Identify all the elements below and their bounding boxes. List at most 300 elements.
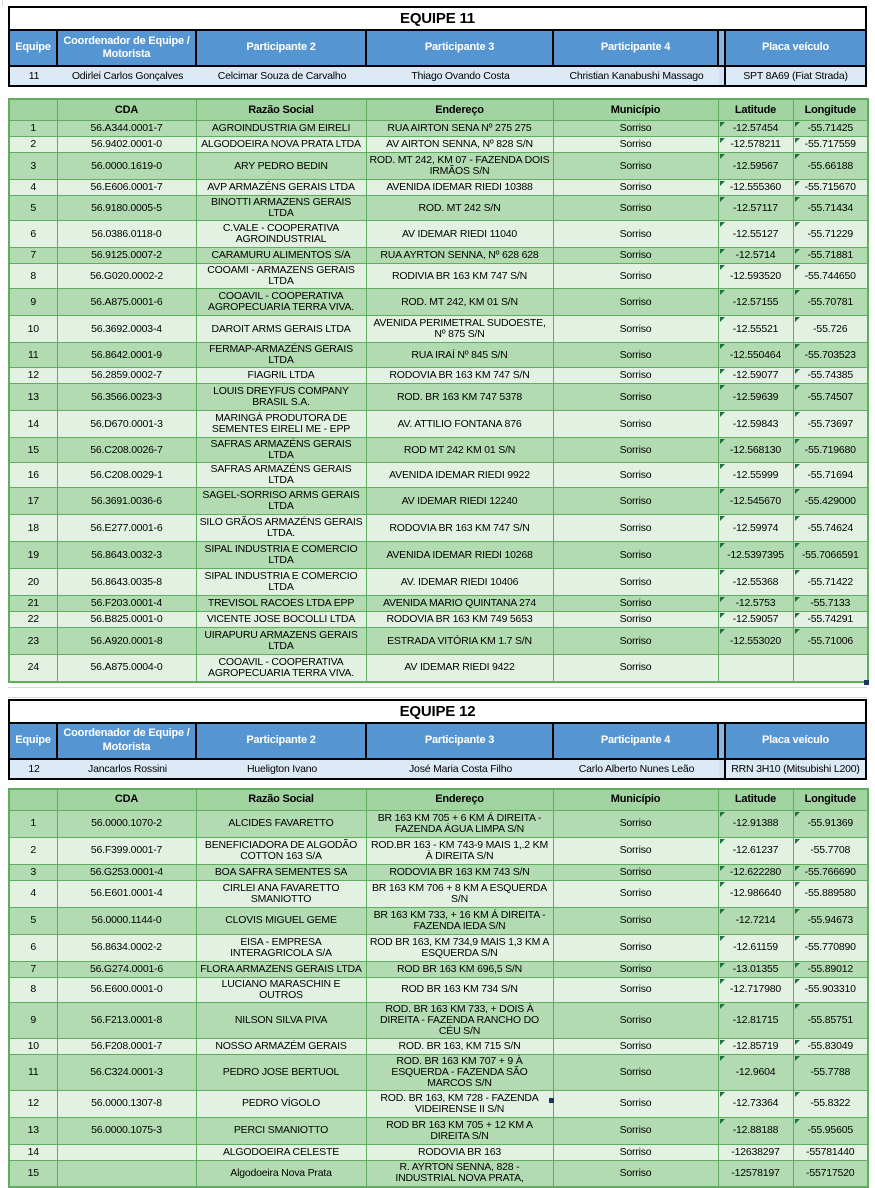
row-index-cell[interactable]: 5 <box>9 907 57 934</box>
municipio-cell[interactable]: Sorriso <box>553 655 718 682</box>
endereco-cell[interactable]: AV AIRTON SENNA, Nº 828 S/N <box>366 137 553 153</box>
row-index-cell[interactable]: 8 <box>9 264 57 289</box>
table-row[interactable] <box>9 612 868 628</box>
cda-cell[interactable]: 56.9402.0001-0 <box>57 137 196 153</box>
table-row[interactable] <box>9 153 868 180</box>
razao-social-cell[interactable]: DAROIT ARMS GERAIS LTDA <box>196 316 366 343</box>
table-row[interactable] <box>9 596 868 612</box>
cda-cell[interactable]: 56.G253.0001-4 <box>57 864 196 880</box>
endereco-cell[interactable]: ROD BR 163 KM 696,5 S/N <box>366 961 553 977</box>
col-header-equipe[interactable]: Equipe <box>10 31 58 65</box>
cda-cell[interactable]: 56.A344.0001-7 <box>57 121 196 137</box>
table-row[interactable] <box>9 934 868 961</box>
table-row[interactable] <box>9 248 868 264</box>
crew-participante4[interactable]: Christian Kanabushi Massago <box>554 67 719 85</box>
razao-social-cell[interactable]: SILO GRÃOS ARMAZÉNS GERAIS LTDA. <box>196 515 366 542</box>
cda-cell[interactable]: 56.9125.0007-2 <box>57 248 196 264</box>
table-row[interactable] <box>9 384 868 411</box>
latitude-cell[interactable]: -13.01355 <box>718 961 793 977</box>
municipio-cell[interactable]: Sorriso <box>553 1160 718 1187</box>
crew-participante3[interactable]: Thiago Ovando Costa <box>367 67 554 85</box>
razao-social-cell[interactable]: NILSON SILVA PIVA <box>196 1002 366 1038</box>
latitude-cell[interactable]: -12.545670 <box>718 488 793 515</box>
cda-cell[interactable]: 56.8634.0002-2 <box>57 934 196 961</box>
longitude-cell[interactable]: -55.715670 <box>793 180 868 196</box>
latitude-cell[interactable]: -12.81715 <box>718 1002 793 1038</box>
col-header-cda[interactable]: CDA <box>57 789 196 811</box>
razao-social-cell[interactable]: SIPAL INDUSTRIA E COMERCIO LTDA <box>196 542 366 569</box>
municipio-cell[interactable]: Sorriso <box>553 569 718 596</box>
latitude-cell[interactable]: -12.57155 <box>718 289 793 316</box>
table-row[interactable] <box>9 864 868 880</box>
longitude-cell[interactable]: -55.71434 <box>793 196 868 221</box>
cda-cell[interactable]: 56.E277.0001-6 <box>57 515 196 542</box>
longitude-cell[interactable]: -55.71006 <box>793 628 868 655</box>
municipio-cell[interactable]: Sorriso <box>553 289 718 316</box>
latitude-cell[interactable]: -12.593520 <box>718 264 793 289</box>
latitude-cell[interactable]: -12.61237 <box>718 837 793 864</box>
col-header-municipio[interactable]: Município <box>553 789 718 811</box>
longitude-cell[interactable]: -55.71425 <box>793 121 868 137</box>
crew-participante4[interactable]: Carlo Alberto Nunes Leão <box>554 760 719 778</box>
municipio-cell[interactable]: Sorriso <box>553 153 718 180</box>
municipio-cell[interactable]: Sorriso <box>553 384 718 411</box>
municipio-cell[interactable]: Sorriso <box>553 368 718 384</box>
municipio-cell[interactable]: Sorriso <box>553 961 718 977</box>
table-row[interactable] <box>9 1144 868 1160</box>
municipio-cell[interactable]: Sorriso <box>553 463 718 488</box>
longitude-cell[interactable]: -55.889580 <box>793 880 868 907</box>
endereco-cell[interactable]: ROD. MT 242, KM 01 S/N <box>366 289 553 316</box>
col-header-cda[interactable]: CDA <box>57 99 196 121</box>
col-header-coordenador[interactable]: Coordenador de Equipe / Motorista <box>58 31 197 65</box>
col-header-endereco[interactable]: Endereço <box>366 99 553 121</box>
crew-coordenador[interactable]: Odirlei Carlos Gonçalves <box>58 67 197 85</box>
longitude-cell[interactable]: -55.70781 <box>793 289 868 316</box>
col-header-razao-social[interactable]: Razão Social <box>196 99 366 121</box>
table-row[interactable] <box>9 180 868 196</box>
latitude-cell[interactable]: -12.622280 <box>718 864 793 880</box>
table-row[interactable] <box>9 368 868 384</box>
col-header-participante4[interactable]: Participante 4 <box>554 31 719 65</box>
cda-cell[interactable]: 56.F213.0001-8 <box>57 1002 196 1038</box>
razao-social-cell[interactable]: NOSSO ARMAZÉM GERAIS <box>196 1038 366 1054</box>
cda-cell[interactable]: 56.A920.0001-8 <box>57 628 196 655</box>
cda-cell[interactable]: 56.B825.0001-0 <box>57 612 196 628</box>
municipio-cell[interactable]: Sorriso <box>553 1144 718 1160</box>
crew-equipe-number[interactable]: 12 <box>10 760 58 778</box>
cda-cell[interactable]: 56.0000.1075-3 <box>57 1117 196 1144</box>
table-row[interactable] <box>9 837 868 864</box>
cda-cell[interactable] <box>57 1144 196 1160</box>
col-header-endereco[interactable]: Endereço <box>366 789 553 811</box>
row-index-cell[interactable]: 15 <box>9 438 57 463</box>
cda-cell[interactable]: 56.0000.1070-2 <box>57 810 196 837</box>
row-index-cell[interactable]: 16 <box>9 463 57 488</box>
table-row[interactable] <box>9 1117 868 1144</box>
longitude-cell[interactable]: -55.71881 <box>793 248 868 264</box>
table-row[interactable] <box>9 264 868 289</box>
row-index-cell[interactable]: 15 <box>9 1160 57 1187</box>
table-row[interactable] <box>9 880 868 907</box>
razao-social-cell[interactable]: FIAGRIL LTDA <box>196 368 366 384</box>
razao-social-cell[interactable]: PERCI SMANIOTTO <box>196 1117 366 1144</box>
razao-social-cell[interactable]: CIRLEI ANA FAVARETTO SMANIOTTO <box>196 880 366 907</box>
table-row[interactable] <box>9 121 868 137</box>
endereco-cell[interactable]: ROD BR 163 KM 734 S/N <box>366 977 553 1002</box>
row-index-cell[interactable]: 19 <box>9 542 57 569</box>
col-header-razao-social[interactable]: Razão Social <box>196 789 366 811</box>
razao-social-cell[interactable]: ALGODOEIRA NOVA PRATA LTDA <box>196 137 366 153</box>
table-row[interactable] <box>9 1038 868 1054</box>
razao-social-cell[interactable]: CARAMURU ALIMENTOS S/A <box>196 248 366 264</box>
latitude-cell[interactable]: -12.59843 <box>718 411 793 438</box>
endereco-cell[interactable]: RODOVIA BR 163 <box>366 1144 553 1160</box>
table-row[interactable] <box>9 977 868 1002</box>
crew-placa[interactable]: SPT 8A69 (Fiat Strada) <box>726 67 865 85</box>
cda-cell[interactable]: 56.0000.1307-8 <box>57 1090 196 1117</box>
municipio-cell[interactable]: Sorriso <box>553 1002 718 1038</box>
cda-cell[interactable]: 56.8643.0035-8 <box>57 569 196 596</box>
table-row[interactable] <box>9 343 868 368</box>
cda-cell[interactable]: 56.3566.0023-3 <box>57 384 196 411</box>
endereco-cell[interactable]: AV. IDEMAR RIEDI 10406 <box>366 569 553 596</box>
cda-cell[interactable]: 56.D670.0001-3 <box>57 411 196 438</box>
endereco-cell[interactable]: BR 163 KM 733, + 16 KM Á DIREITA - FAZENDA IEDA S/N <box>366 907 553 934</box>
longitude-cell[interactable]: -55.83049 <box>793 1038 868 1054</box>
row-index-cell[interactable]: 10 <box>9 316 57 343</box>
row-index-cell[interactable]: 2 <box>9 137 57 153</box>
endereco-cell[interactable]: ROD. MT 242, KM 07 - FAZENDA DOIS IRMÃOS S/N <box>366 153 553 180</box>
latitude-cell[interactable]: -12.55999 <box>718 463 793 488</box>
municipio-cell[interactable]: Sorriso <box>553 121 718 137</box>
razao-social-cell[interactable]: ALCIDES FAVARETTO <box>196 810 366 837</box>
cda-cell[interactable] <box>57 1160 196 1187</box>
table-row[interactable] <box>9 542 868 569</box>
longitude-cell[interactable]: -55.85751 <box>793 1002 868 1038</box>
endereco-cell[interactable]: ROD BR 163, KM 734,9 MAIS 1,3 KM A ESQUERDA S/N <box>366 934 553 961</box>
endereco-cell[interactable]: RODIVIA BR 163 KM 747 S/N <box>366 264 553 289</box>
longitude-cell[interactable]: -55.74507 <box>793 384 868 411</box>
latitude-cell[interactable]: -12.73364 <box>718 1090 793 1117</box>
cda-cell[interactable]: 56.3691.0036-6 <box>57 488 196 515</box>
longitude-cell[interactable]: -55.89012 <box>793 961 868 977</box>
col-header-latitude[interactable]: Latitude <box>718 99 793 121</box>
municipio-cell[interactable]: Sorriso <box>553 248 718 264</box>
longitude-cell[interactable]: -55.7788 <box>793 1054 868 1090</box>
razao-social-cell[interactable]: BINOTTI ARMAZENS GERAIS LTDA <box>196 196 366 221</box>
row-index-cell[interactable]: 7 <box>9 248 57 264</box>
longitude-cell[interactable]: -55.74624 <box>793 515 868 542</box>
col-header-longitude[interactable]: Longitude <box>793 789 868 811</box>
municipio-cell[interactable]: Sorriso <box>553 264 718 289</box>
razao-social-cell[interactable]: BOA SAFRA SEMENTES SA <box>196 864 366 880</box>
row-index-cell[interactable]: 3 <box>9 864 57 880</box>
longitude-cell[interactable]: -55.91369 <box>793 810 868 837</box>
row-index-cell[interactable]: 6 <box>9 221 57 248</box>
cda-cell[interactable]: 56.E600.0001-0 <box>57 977 196 1002</box>
latitude-cell[interactable]: -12.61159 <box>718 934 793 961</box>
row-index-cell[interactable]: 14 <box>9 1144 57 1160</box>
razao-social-cell[interactable]: AVP ARMAZÉNS GERAIS LTDA <box>196 180 366 196</box>
table-row[interactable] <box>9 196 868 221</box>
table-row[interactable] <box>9 488 868 515</box>
municipio-cell[interactable]: Sorriso <box>553 542 718 569</box>
longitude-cell[interactable]: -55.74291 <box>793 612 868 628</box>
crew-equipe-number[interactable]: 11 <box>10 67 58 85</box>
col-header-index[interactable] <box>9 789 57 811</box>
longitude-cell[interactable]: -55.7708 <box>793 837 868 864</box>
municipio-cell[interactable]: Sorriso <box>553 488 718 515</box>
razao-social-cell[interactable]: MARINGÁ PRODUTORA DE SEMENTES EIRELI ME - EPP <box>196 411 366 438</box>
row-index-cell[interactable]: 17 <box>9 488 57 515</box>
col-header-municipio[interactable]: Município <box>553 99 718 121</box>
endereco-cell[interactable]: ROD. BR 163, KM 728 - FAZENDA VIDEIRENSE II S/N <box>366 1090 553 1117</box>
endereco-cell[interactable]: ROD. BR 163, KM 715 S/N <box>366 1038 553 1054</box>
row-index-cell[interactable]: 20 <box>9 569 57 596</box>
razao-social-cell[interactable]: EISA - EMPRESA INTERAGRICOLA S/A <box>196 934 366 961</box>
row-index-cell[interactable]: 1 <box>9 810 57 837</box>
latitude-cell[interactable]: -12.555360 <box>718 180 793 196</box>
row-index-cell[interactable]: 24 <box>9 655 57 682</box>
razao-social-cell[interactable]: TREVISOL RACOES LTDA EPP <box>196 596 366 612</box>
municipio-cell[interactable]: Sorriso <box>553 438 718 463</box>
endereco-cell[interactable]: AV IDEMAR RIEDI 12240 <box>366 488 553 515</box>
razao-social-cell[interactable]: SAFRAS ARMAZÉNS GERAIS LTDA <box>196 463 366 488</box>
cda-cell[interactable]: 56.0386.0118-0 <box>57 221 196 248</box>
col-header-index[interactable] <box>9 99 57 121</box>
latitude-cell[interactable]: -12.5714 <box>718 248 793 264</box>
latitude-cell[interactable]: -12638297 <box>718 1144 793 1160</box>
col-header-equipe[interactable]: Equipe <box>10 724 58 758</box>
latitude-cell[interactable]: -12.57117 <box>718 196 793 221</box>
latitude-cell[interactable]: -12.5753 <box>718 596 793 612</box>
row-index-cell[interactable]: 1 <box>9 121 57 137</box>
col-header-placa[interactable]: Placa veículo <box>726 724 865 758</box>
col-header-participante2[interactable]: Participante 2 <box>197 724 367 758</box>
latitude-cell[interactable]: -12.59639 <box>718 384 793 411</box>
municipio-cell[interactable]: Sorriso <box>553 1038 718 1054</box>
razao-social-cell[interactable]: SAGEL-SORRISO ARMS GERAIS LTDA <box>196 488 366 515</box>
table-row[interactable] <box>9 1090 868 1117</box>
cda-cell[interactable]: 56.0000.1144-0 <box>57 907 196 934</box>
longitude-cell[interactable]: -55.726 <box>793 316 868 343</box>
endereco-cell[interactable]: AVENIDA IDEMAR RIEDI 9922 <box>366 463 553 488</box>
row-index-cell[interactable]: 7 <box>9 961 57 977</box>
row-index-cell[interactable]: 6 <box>9 934 57 961</box>
municipio-cell[interactable]: Sorriso <box>553 515 718 542</box>
table-row[interactable] <box>9 569 868 596</box>
endereco-cell[interactable]: R. AYRTON SENNA, 828 - INDUSTRIAL NOVA PRATA, <box>366 1160 553 1187</box>
endereco-cell[interactable]: RODOVIA BR 163 KM 747 S/N <box>366 368 553 384</box>
longitude-cell[interactable]: -55.770890 <box>793 934 868 961</box>
latitude-cell[interactable]: -12.550464 <box>718 343 793 368</box>
razao-social-cell[interactable]: COOAVIL - COOPERATIVA AGROPECUARIA TERRA VIVA. <box>196 289 366 316</box>
endereco-cell[interactable]: AVENIDA PERIMETRAL SUDOESTE, Nº 875 S/N <box>366 316 553 343</box>
row-index-cell[interactable]: 9 <box>9 1002 57 1038</box>
longitude-cell[interactable]: -55.7133 <box>793 596 868 612</box>
row-index-cell[interactable]: 2 <box>9 837 57 864</box>
razao-social-cell[interactable]: C.VALE - COOPERATIVA AGROINDUSTRIAL <box>196 221 366 248</box>
cda-cell[interactable]: 56.C208.0029-1 <box>57 463 196 488</box>
crew-participante2[interactable]: Hueligton Ivano <box>197 760 367 778</box>
razao-social-cell[interactable]: BENEFICIADORA DE ALGODÃO COTTON 163 S/A <box>196 837 366 864</box>
longitude-cell[interactable] <box>793 655 868 682</box>
table-row[interactable] <box>9 463 868 488</box>
razao-social-cell[interactable]: LOUIS DREYFUS COMPANY BRASIL S.A. <box>196 384 366 411</box>
longitude-cell[interactable]: -55717520 <box>793 1160 868 1187</box>
col-header-participante3[interactable]: Participante 3 <box>367 31 554 65</box>
row-index-cell[interactable]: 10 <box>9 1038 57 1054</box>
equipe11-title[interactable]: EQUIPE 11 <box>10 8 865 29</box>
cda-cell[interactable]: 56.E606.0001-7 <box>57 180 196 196</box>
razao-social-cell[interactable]: SAFRAS ARMAZÉNS GERAIS LTDA <box>196 438 366 463</box>
row-index-cell[interactable]: 11 <box>9 1054 57 1090</box>
longitude-cell[interactable]: -55.429000 <box>793 488 868 515</box>
row-index-cell[interactable]: 23 <box>9 628 57 655</box>
longitude-cell[interactable]: -55.719680 <box>793 438 868 463</box>
latitude-cell[interactable]: -12.59057 <box>718 612 793 628</box>
razao-social-cell[interactable]: CLOVIS MIGUEL GEME <box>196 907 366 934</box>
cda-cell[interactable]: 56.E601.0001-4 <box>57 880 196 907</box>
longitude-cell[interactable]: -55.71694 <box>793 463 868 488</box>
col-header-participante4[interactable]: Participante 4 <box>554 724 719 758</box>
razao-social-cell[interactable]: AGROINDUSTRIA GM EIRELI <box>196 121 366 137</box>
municipio-cell[interactable]: Sorriso <box>553 810 718 837</box>
latitude-cell[interactable]: -12.59077 <box>718 368 793 384</box>
table-row[interactable] <box>9 655 868 682</box>
latitude-cell[interactable]: -12.59974 <box>718 515 793 542</box>
razao-social-cell[interactable]: COOAMI - ARMAZENS GERAIS LTDA <box>196 264 366 289</box>
latitude-cell[interactable]: -12.9604 <box>718 1054 793 1090</box>
endereco-cell[interactable]: RUA AIRTON SENA Nº 275 275 <box>366 121 553 137</box>
latitude-cell[interactable]: -12.55368 <box>718 569 793 596</box>
latitude-cell[interactable] <box>718 655 793 682</box>
endereco-cell[interactable]: BR 163 KM 705 + 6 KM Á DIREITA - FAZENDA ÁGUA LIMPA S/N <box>366 810 553 837</box>
row-index-cell[interactable]: 14 <box>9 411 57 438</box>
endereco-cell[interactable]: ROD MT 242 KM 01 S/N <box>366 438 553 463</box>
latitude-cell[interactable]: -12.717980 <box>718 977 793 1002</box>
endereco-cell[interactable]: BR 163 KM 706 + 8 KM A ESQUERDA S/N <box>366 880 553 907</box>
row-index-cell[interactable]: 5 <box>9 196 57 221</box>
endereco-cell[interactable]: RUA IRAÍ Nº 845 S/N <box>366 343 553 368</box>
col-header-coordenador[interactable]: Coordenador de Equipe / Motorista <box>58 724 197 758</box>
equipe12-title[interactable]: EQUIPE 12 <box>10 701 865 722</box>
razao-social-cell[interactable]: COOAVIL - COOPERATIVA AGROPECUARIA TERRA VIVA. <box>196 655 366 682</box>
table-row[interactable] <box>9 1002 868 1038</box>
municipio-cell[interactable]: Sorriso <box>553 196 718 221</box>
latitude-cell[interactable]: -12.5397395 <box>718 542 793 569</box>
row-index-cell[interactable]: 4 <box>9 180 57 196</box>
latitude-cell[interactable]: -12.55521 <box>718 316 793 343</box>
row-index-cell[interactable]: 11 <box>9 343 57 368</box>
col-header-participante2[interactable]: Participante 2 <box>197 31 367 65</box>
longitude-cell[interactable]: -55781440 <box>793 1144 868 1160</box>
table-row[interactable] <box>9 289 868 316</box>
longitude-cell[interactable]: -55.744650 <box>793 264 868 289</box>
razao-social-cell[interactable]: ALGODOEIRA CELESTE <box>196 1144 366 1160</box>
razao-social-cell[interactable]: SIPAL INDUSTRIA E COMERCIO LTDA <box>196 569 366 596</box>
municipio-cell[interactable]: Sorriso <box>553 612 718 628</box>
latitude-cell[interactable]: -12.57454 <box>718 121 793 137</box>
row-index-cell[interactable]: 22 <box>9 612 57 628</box>
endereco-cell[interactable]: AV IDEMAR RIEDI 9422 <box>366 655 553 682</box>
cda-cell[interactable]: 56.F399.0001-7 <box>57 837 196 864</box>
row-index-cell[interactable]: 12 <box>9 368 57 384</box>
cda-cell[interactable]: 56.8643.0032-3 <box>57 542 196 569</box>
cda-cell[interactable]: 56.G020.0002-2 <box>57 264 196 289</box>
municipio-cell[interactable]: Sorriso <box>553 907 718 934</box>
latitude-cell[interactable]: -12.85719 <box>718 1038 793 1054</box>
endereco-cell[interactable]: RODOVIA BR 163 KM 749 5653 <box>366 612 553 628</box>
latitude-cell[interactable]: -12.59567 <box>718 153 793 180</box>
row-index-cell[interactable]: 12 <box>9 1090 57 1117</box>
latitude-cell[interactable]: -12.568130 <box>718 438 793 463</box>
endereco-cell[interactable]: RODOVIA BR 163 KM 747 S/N <box>366 515 553 542</box>
longitude-cell[interactable]: -55.7066591 <box>793 542 868 569</box>
endereco-cell[interactable]: ROD BR 163 KM 705 + 12 KM A DIREITA S/N <box>366 1117 553 1144</box>
latitude-cell[interactable]: -12.7214 <box>718 907 793 934</box>
latitude-cell[interactable]: -12.553020 <box>718 628 793 655</box>
razao-social-cell[interactable]: LUCIANO MARASCHIN E OUTROS <box>196 977 366 1002</box>
municipio-cell[interactable]: Sorriso <box>553 934 718 961</box>
razao-social-cell[interactable]: FLORA ARMAZENS GERAIS LTDA <box>196 961 366 977</box>
municipio-cell[interactable]: Sorriso <box>553 1117 718 1144</box>
longitude-cell[interactable]: -55.74385 <box>793 368 868 384</box>
table-row[interactable] <box>9 515 868 542</box>
endereco-cell[interactable]: ESTRADA VITÓRIA KM 1.7 S/N <box>366 628 553 655</box>
table-row[interactable] <box>9 438 868 463</box>
razao-social-cell[interactable]: FERMAP-ARMAZÉNS GERAIS LTDA <box>196 343 366 368</box>
longitude-cell[interactable]: -55.73697 <box>793 411 868 438</box>
endereco-cell[interactable]: AVENIDA IDEMAR RIEDI 10268 <box>366 542 553 569</box>
municipio-cell[interactable]: Sorriso <box>553 880 718 907</box>
row-index-cell[interactable]: 13 <box>9 1117 57 1144</box>
municipio-cell[interactable]: Sorriso <box>553 864 718 880</box>
longitude-cell[interactable]: -55.71422 <box>793 569 868 596</box>
latitude-cell[interactable]: -12.986640 <box>718 880 793 907</box>
col-header-participante3[interactable]: Participante 3 <box>367 724 554 758</box>
endereco-cell[interactable]: ROD.BR 163 - KM 743-9 MAIS 1,.2 KM À DIREITA S/N <box>366 837 553 864</box>
endereco-cell[interactable]: ROD. BR 163 KM 747 5378 <box>366 384 553 411</box>
cda-cell[interactable]: 56.F208.0001-7 <box>57 1038 196 1054</box>
endereco-cell[interactable]: ROD. BR 163 KM 707 + 9 À ESQUERDA - FAZENDA SÃO MARCOS S/N <box>366 1054 553 1090</box>
longitude-cell[interactable]: -55.703523 <box>793 343 868 368</box>
municipio-cell[interactable]: Sorriso <box>553 1054 718 1090</box>
endereco-cell[interactable]: ROD. MT 242 S/N <box>366 196 553 221</box>
table-row[interactable] <box>9 411 868 438</box>
cda-cell[interactable]: 56.A875.0004-0 <box>57 655 196 682</box>
municipio-cell[interactable]: Sorriso <box>553 180 718 196</box>
row-index-cell[interactable]: 21 <box>9 596 57 612</box>
cda-cell[interactable]: 56.F203.0001-4 <box>57 596 196 612</box>
longitude-cell[interactable]: -55.766690 <box>793 864 868 880</box>
municipio-cell[interactable]: Sorriso <box>553 837 718 864</box>
endereco-cell[interactable]: RODOVIA BR 163 KM 743 S/N <box>366 864 553 880</box>
municipio-cell[interactable]: Sorriso <box>553 343 718 368</box>
row-index-cell[interactable]: 3 <box>9 153 57 180</box>
cda-cell[interactable]: 56.9180.0005-5 <box>57 196 196 221</box>
latitude-cell[interactable]: -12.91388 <box>718 810 793 837</box>
table-row[interactable] <box>9 137 868 153</box>
crew-placa[interactable]: RRN 3H10 (Mitsubishi L200) <box>726 760 865 778</box>
longitude-cell[interactable]: -55.717559 <box>793 137 868 153</box>
municipio-cell[interactable]: Sorriso <box>553 596 718 612</box>
row-index-cell[interactable]: 18 <box>9 515 57 542</box>
table-row[interactable] <box>9 907 868 934</box>
municipio-cell[interactable]: Sorriso <box>553 221 718 248</box>
cda-cell[interactable]: 56.8642.0001-9 <box>57 343 196 368</box>
